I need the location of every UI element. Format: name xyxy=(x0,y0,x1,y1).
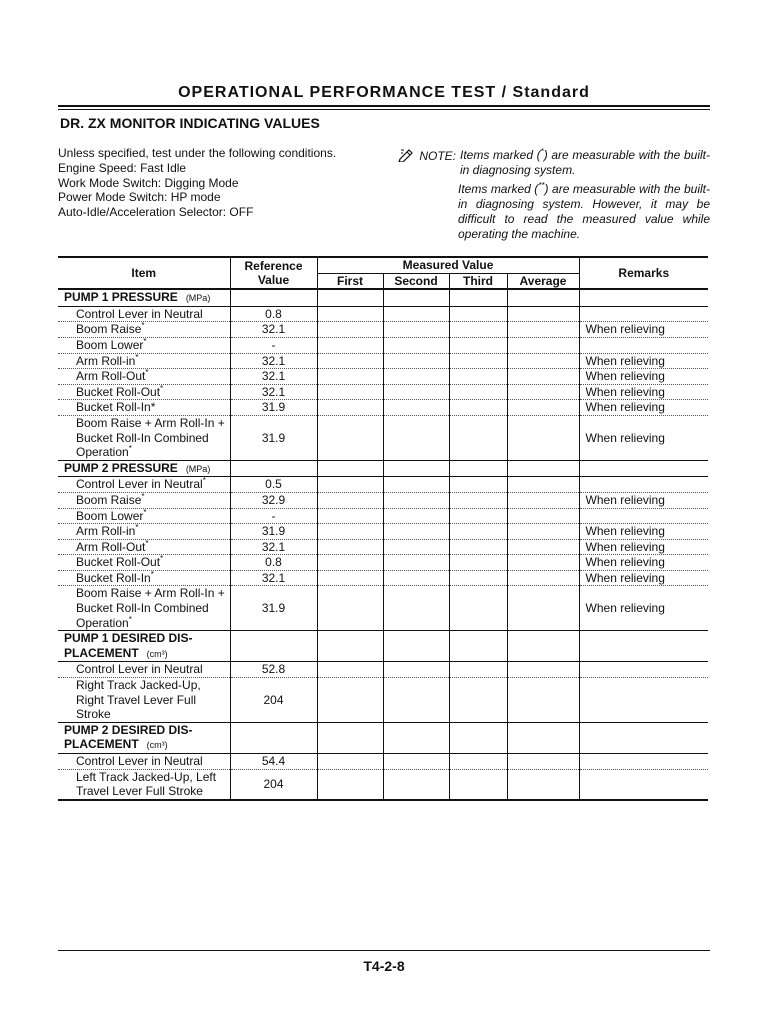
average-value xyxy=(507,337,579,353)
second-value xyxy=(383,400,449,416)
empty-cell xyxy=(579,722,708,753)
empty-cell xyxy=(383,289,449,306)
group-title xyxy=(58,722,230,753)
item-cell xyxy=(58,306,230,322)
table-group-row xyxy=(58,722,708,753)
remarks-cell: When relieving xyxy=(579,586,708,631)
reference-value: - xyxy=(230,337,317,353)
empty-cell xyxy=(383,722,449,753)
first-value xyxy=(317,477,383,493)
reference-value: 204 xyxy=(230,769,317,800)
group-title xyxy=(58,631,230,662)
test-conditions xyxy=(58,146,336,220)
third-value xyxy=(449,477,507,493)
item-mark: * xyxy=(145,368,149,378)
table-group-row xyxy=(58,631,708,662)
empty-cell xyxy=(383,631,449,662)
pencil-icon xyxy=(398,149,419,163)
item-text: Arm Roll-Out xyxy=(76,369,146,384)
second-value xyxy=(383,769,449,800)
table-row xyxy=(58,508,708,524)
table-row xyxy=(58,400,708,416)
second-value xyxy=(383,492,449,508)
item-text: Boom Lower xyxy=(76,508,144,523)
item-text: Control Lever in Neutral xyxy=(76,662,203,677)
remarks-cell: When relieving xyxy=(579,400,708,416)
reference-value: 31.9 xyxy=(230,400,317,416)
item-cell xyxy=(58,570,230,586)
second-value xyxy=(383,322,449,338)
third-value xyxy=(449,662,507,678)
average-value xyxy=(507,678,579,723)
third-value xyxy=(449,400,507,416)
average-value xyxy=(507,400,579,416)
remarks-cell xyxy=(579,508,708,524)
table-row xyxy=(58,524,708,540)
item-mark: * xyxy=(143,336,147,346)
item-text: Control Lever in Neutral xyxy=(76,306,203,321)
first-value xyxy=(317,322,383,338)
empty-cell xyxy=(507,289,579,306)
empty-cell xyxy=(507,460,579,477)
item-text: Arm Roll-in xyxy=(76,353,136,368)
table-row xyxy=(58,754,708,770)
item-text: Bucket Roll-Out xyxy=(76,555,161,570)
item-cell xyxy=(58,524,230,540)
measurement-table xyxy=(58,256,708,801)
item-cell xyxy=(58,508,230,524)
third-value xyxy=(449,539,507,555)
average-value xyxy=(507,662,579,678)
first-value xyxy=(317,384,383,400)
third-value xyxy=(449,524,507,540)
first-value xyxy=(317,415,383,460)
second-value xyxy=(383,477,449,493)
item-cell xyxy=(58,769,230,800)
remarks-cell: When relieving xyxy=(579,570,708,586)
third-value xyxy=(449,322,507,338)
group-title-text: PUMP 2 PRESSURE xyxy=(64,460,178,475)
empty-cell xyxy=(449,289,507,306)
item-mark: * xyxy=(145,538,149,548)
table-row xyxy=(58,384,708,400)
third-value xyxy=(449,508,507,524)
item-text: Boom Raise + Arm Roll-In + Bucket Roll-In Combined Operation xyxy=(76,586,225,630)
group-title-text: PUMP 1 PRESSURE xyxy=(64,290,178,305)
remarks-cell xyxy=(579,306,708,322)
reference-value: 54.4 xyxy=(230,754,317,770)
table-row xyxy=(58,662,708,678)
reference-value: 0.8 xyxy=(230,306,317,322)
section-title: DR. ZX MONITOR INDICATING VALUES xyxy=(60,115,320,131)
table-row xyxy=(58,353,708,369)
item-mark: * xyxy=(141,321,145,331)
second-value xyxy=(383,337,449,353)
first-value xyxy=(317,369,383,385)
second-value xyxy=(383,570,449,586)
item-text: Arm Roll-in xyxy=(76,524,136,539)
second-value xyxy=(383,508,449,524)
empty-cell xyxy=(317,289,383,306)
item-text: Bucket Roll-Out xyxy=(76,384,161,399)
empty-cell xyxy=(449,460,507,477)
item-text: Bucket Roll-In xyxy=(76,570,151,585)
first-value xyxy=(317,769,383,800)
group-unit: (cm³) xyxy=(146,740,168,751)
reference-value: 31.9 xyxy=(230,524,317,540)
item-text: Control Lever in Neutral xyxy=(76,477,203,492)
empty-cell xyxy=(317,460,383,477)
third-value xyxy=(449,369,507,385)
table-row xyxy=(58,322,708,338)
third-value xyxy=(449,492,507,508)
condition-line: Auto-Idle/Acceleration Selector: OFF xyxy=(58,205,254,220)
second-value xyxy=(383,678,449,723)
empty-cell xyxy=(230,289,317,306)
note-box xyxy=(398,148,710,242)
reference-value: 52.8 xyxy=(230,662,317,678)
average-value xyxy=(507,384,579,400)
average-value xyxy=(507,539,579,555)
remarks-cell xyxy=(579,477,708,493)
item-mark: * xyxy=(128,614,132,624)
first-value xyxy=(317,492,383,508)
item-cell xyxy=(58,754,230,770)
empty-cell xyxy=(230,460,317,477)
table-row xyxy=(58,415,708,460)
header-rule-thin xyxy=(58,109,710,110)
header-third: Third xyxy=(449,273,507,289)
third-value xyxy=(449,586,507,631)
remarks-cell xyxy=(579,662,708,678)
first-value xyxy=(317,586,383,631)
item-text: Right Track Jacked-Up, Right Travel Lever Full Stroke xyxy=(76,678,201,722)
item-mark: * xyxy=(160,554,164,564)
item-cell xyxy=(58,322,230,338)
first-value xyxy=(317,555,383,571)
table-header-row xyxy=(58,257,708,273)
header-first: First xyxy=(317,273,383,289)
group-title xyxy=(58,289,230,306)
average-value xyxy=(507,508,579,524)
header-item: Item xyxy=(58,257,230,289)
reference-value: 204 xyxy=(230,678,317,723)
first-value xyxy=(317,524,383,540)
reference-value: 31.9 xyxy=(230,586,317,631)
item-mark: * xyxy=(128,444,132,454)
third-value xyxy=(449,353,507,369)
item-mark: * xyxy=(160,383,164,393)
reference-value: - xyxy=(230,508,317,524)
third-value xyxy=(449,769,507,800)
average-value xyxy=(507,524,579,540)
condition-line: Power Mode Switch: HP mode xyxy=(58,190,221,205)
first-value xyxy=(317,337,383,353)
reference-value: 32.9 xyxy=(230,492,317,508)
second-value xyxy=(383,662,449,678)
table-row xyxy=(58,555,708,571)
group-unit: (MPa) xyxy=(185,293,211,304)
remarks-cell: When relieving xyxy=(579,384,708,400)
reference-value: 32.1 xyxy=(230,570,317,586)
note-text-1: Items marked (*) are measurable with the built-in diagnosing system. xyxy=(460,147,710,177)
item-mark: * xyxy=(143,507,147,517)
header-rule xyxy=(58,105,710,107)
item-cell xyxy=(58,415,230,460)
item-cell xyxy=(58,384,230,400)
empty-cell xyxy=(507,631,579,662)
average-value xyxy=(507,586,579,631)
group-title-text: PUMP 1 DESIRED DIS- PLACEMENT xyxy=(64,631,193,660)
header-remarks: Remarks xyxy=(579,257,708,289)
average-value xyxy=(507,369,579,385)
table-group-row xyxy=(58,460,708,477)
table-row xyxy=(58,539,708,555)
empty-cell xyxy=(449,631,507,662)
table-row xyxy=(58,570,708,586)
empty-cell xyxy=(449,722,507,753)
second-value xyxy=(383,415,449,460)
note-text-2: Items marked (**) are measurable with the built-in diagnosing system. However, it may be difficult to read the measured value while operating the machine. xyxy=(458,181,711,241)
group-title-text: PUMP 2 DESIRED DIS- PLACEMENT xyxy=(64,722,193,752)
note-label: NOTE: xyxy=(419,149,457,163)
average-value xyxy=(507,555,579,571)
item-cell xyxy=(58,369,230,385)
first-value xyxy=(317,400,383,416)
second-value xyxy=(383,384,449,400)
condition-line: Work Mode Switch: Digging Mode xyxy=(58,175,239,190)
remarks-cell: When relieving xyxy=(579,555,708,571)
remarks-cell: When relieving xyxy=(579,524,708,540)
third-value xyxy=(449,306,507,322)
empty-cell xyxy=(507,722,579,753)
remarks-cell xyxy=(579,337,708,353)
page-header-title: OPERATIONAL PERFORMANCE TEST / Standard xyxy=(178,84,590,101)
third-value xyxy=(449,678,507,723)
reference-value: 0.5 xyxy=(230,477,317,493)
reference-value: 32.1 xyxy=(230,322,317,338)
third-value xyxy=(449,555,507,571)
first-value xyxy=(317,539,383,555)
item-mark: * xyxy=(150,569,154,579)
item-mark: * xyxy=(135,352,139,362)
second-value xyxy=(383,555,449,571)
item-cell xyxy=(58,539,230,555)
header-measured-value: Measured Value xyxy=(317,257,579,273)
reference-value: 32.1 xyxy=(230,353,317,369)
empty-cell xyxy=(383,460,449,477)
table-row xyxy=(58,492,708,508)
item-mark: * xyxy=(135,523,139,533)
remarks-cell: When relieving xyxy=(579,492,708,508)
group-unit: (MPa) xyxy=(185,463,211,474)
third-value xyxy=(449,570,507,586)
item-text: Boom Raise xyxy=(76,492,142,507)
second-value xyxy=(383,754,449,770)
reference-value: 0.8 xyxy=(230,555,317,571)
item-cell xyxy=(58,492,230,508)
item-cell xyxy=(58,662,230,678)
reference-value: 32.1 xyxy=(230,369,317,385)
remarks-cell: When relieving xyxy=(579,415,708,460)
condition-line: Unless specified, test under the following conditions. xyxy=(58,146,337,160)
empty-cell xyxy=(579,289,708,306)
empty-cell xyxy=(230,722,317,753)
table-row xyxy=(58,586,708,631)
item-cell xyxy=(58,337,230,353)
first-value xyxy=(317,508,383,524)
second-value xyxy=(383,353,449,369)
average-value xyxy=(507,754,579,770)
average-value xyxy=(507,353,579,369)
first-value xyxy=(317,306,383,322)
item-cell xyxy=(58,400,230,416)
average-value xyxy=(507,492,579,508)
remarks-cell: When relieving xyxy=(579,322,708,338)
table-row xyxy=(58,306,708,322)
average-value xyxy=(507,570,579,586)
item-cell xyxy=(58,555,230,571)
empty-cell xyxy=(230,631,317,662)
item-cell xyxy=(58,678,230,723)
remarks-cell: When relieving xyxy=(579,369,708,385)
third-value xyxy=(449,754,507,770)
item-mark: * xyxy=(202,476,206,486)
item-text: Boom Raise xyxy=(76,322,142,337)
reference-value: 32.1 xyxy=(230,384,317,400)
second-value xyxy=(383,586,449,631)
condition-line: Engine Speed: Fast Idle xyxy=(58,160,187,175)
average-value xyxy=(507,306,579,322)
first-value xyxy=(317,570,383,586)
average-value xyxy=(507,477,579,493)
item-text: Boom Lower xyxy=(76,337,144,352)
item-cell xyxy=(58,586,230,631)
table-row xyxy=(58,477,708,493)
second-value xyxy=(383,306,449,322)
table-row xyxy=(58,369,708,385)
reference-value: 32.1 xyxy=(230,539,317,555)
average-value xyxy=(507,322,579,338)
remarks-cell xyxy=(579,754,708,770)
remarks-cell: When relieving xyxy=(579,539,708,555)
average-value xyxy=(507,769,579,800)
reference-value: 31.9 xyxy=(230,415,317,460)
third-value xyxy=(449,337,507,353)
item-text: Left Track Jacked-Up, Left Travel Lever Full Stroke xyxy=(76,769,217,799)
table-row xyxy=(58,769,708,800)
group-title xyxy=(58,460,230,477)
second-value xyxy=(383,369,449,385)
header-reference: Reference Value xyxy=(230,257,317,289)
empty-cell xyxy=(579,631,708,662)
group-unit: (cm³) xyxy=(146,648,168,659)
empty-cell xyxy=(317,631,383,662)
item-cell xyxy=(58,477,230,493)
empty-cell xyxy=(579,460,708,477)
third-value xyxy=(449,384,507,400)
item-mark: * xyxy=(141,491,145,501)
footer-rule xyxy=(58,950,710,951)
item-text: Bucket Roll-In* xyxy=(76,400,156,415)
header-second: Second xyxy=(383,273,449,289)
table-row xyxy=(58,337,708,353)
average-value xyxy=(507,415,579,460)
first-value xyxy=(317,678,383,723)
first-value xyxy=(317,754,383,770)
second-value xyxy=(383,539,449,555)
remarks-cell: When relieving xyxy=(579,353,708,369)
remarks-cell xyxy=(579,678,708,723)
table-group-row xyxy=(58,289,708,306)
header-average: Average xyxy=(507,273,579,289)
item-text: Boom Raise + Arm Roll-In + Bucket Roll-In Combined Operation xyxy=(76,415,225,460)
second-value xyxy=(383,524,449,540)
first-value xyxy=(317,353,383,369)
remarks-cell xyxy=(579,769,708,800)
empty-cell xyxy=(317,722,383,753)
first-value xyxy=(317,662,383,678)
page-number: T4-2-8 xyxy=(363,958,405,974)
item-text: Arm Roll-Out xyxy=(76,539,146,554)
item-text: Control Lever in Neutral xyxy=(76,754,203,768)
item-cell xyxy=(58,353,230,369)
third-value xyxy=(449,415,507,460)
table-row xyxy=(58,678,708,723)
